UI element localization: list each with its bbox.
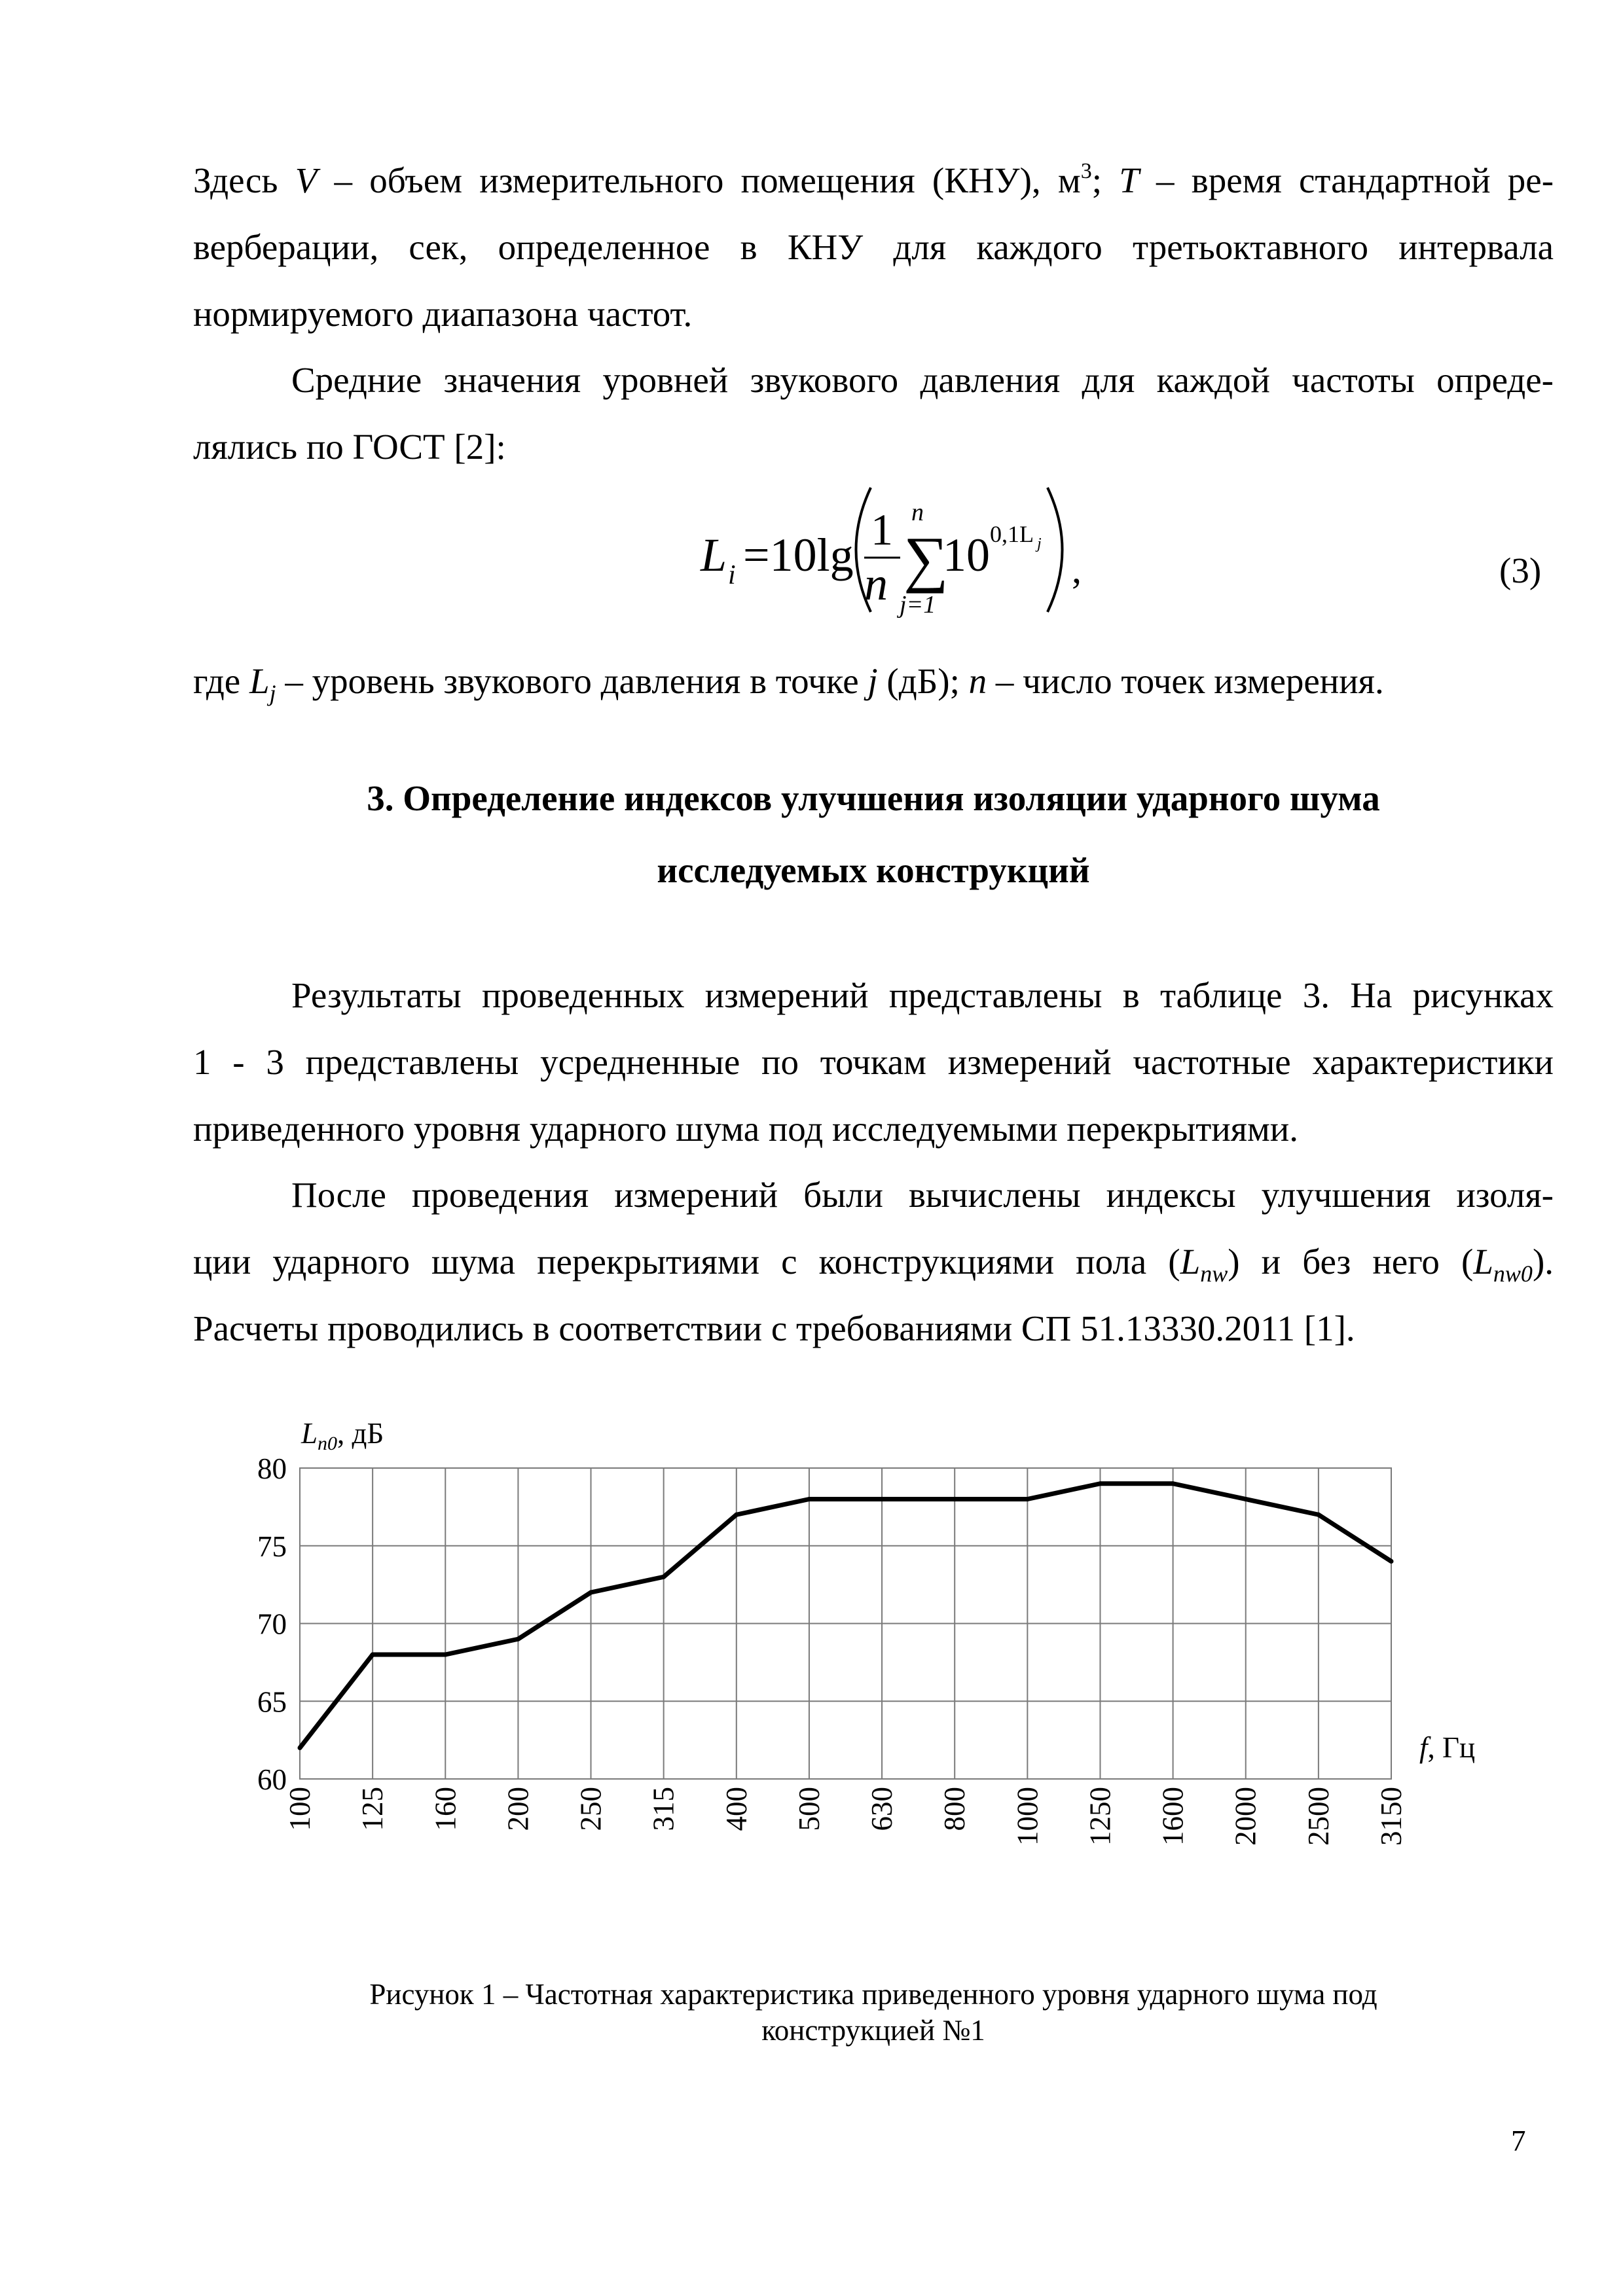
paragraph-1-line-1: Здесь V – объем измерительного помещения (КНУ), $м^3$; T – время стандартной ре-: [193, 159, 1554, 200]
chart-data-point: [1171, 1481, 1175, 1486]
paragraph-2-line-1: Средние значения уровней звукового давления для каждой частоты опреде-: [291, 360, 1554, 400]
chart-data-point: [953, 1497, 957, 1501]
section-heading-line-2: исследуемых конструкций: [657, 850, 1090, 890]
paragraph-5-line-1: После проведения измерений были вычислены индексы улучшения изоля-: [291, 1175, 1554, 1215]
chart-y-ticks: [257, 1452, 287, 1796]
paragraph-1: [193, 147, 1554, 348]
chart-x-ticks: [283, 1787, 1408, 1846]
chart-data-point: [1389, 1559, 1394, 1564]
formula-comma: ,: [1072, 548, 1082, 591]
chart-y-axis-label: $L_{n0}$, дБ: [301, 1417, 384, 1454]
figure-caption-line-2: конструкцией №1: [761, 2014, 985, 2047]
chart-x-tick-label: 500: [792, 1787, 826, 1831]
chart-x-tick-label: 1600: [1156, 1787, 1190, 1846]
formula-sum-sign: ∑: [903, 524, 949, 594]
formula-lhs-subscript: i: [728, 560, 736, 590]
formula-right-paren: [1048, 488, 1063, 612]
chart-data-point: [734, 1513, 739, 1517]
chart-data-point: [1243, 1497, 1248, 1501]
chart-x-tick-label: 160: [429, 1787, 462, 1831]
chart-x-tick-label: 250: [574, 1787, 608, 1831]
chart-x-tick-label: 800: [938, 1787, 972, 1831]
paragraph-3-line-1: где $L_j$ – уровень звукового давления в точке j (дБ); n – число точек измерения.: [193, 661, 1384, 706]
formula-frac-den: n: [864, 558, 888, 610]
chart-grid: [300, 1468, 1391, 1779]
chart-x-tick-label: 315: [647, 1787, 680, 1831]
chart-x-tick-label: 3150: [1375, 1787, 1408, 1846]
paragraph-5-line-2: ции ударного шума перекрытиями с конструкциями пола $(L_{nw})$ и без него $(L_{nw0})$.: [193, 1242, 1554, 1287]
chart-x-tick-label: 125: [356, 1787, 390, 1831]
formula-frac-num: 1: [871, 505, 893, 554]
figure-caption: [193, 1977, 1554, 2049]
chart-data-point: [807, 1497, 811, 1501]
paragraph-4-line-1: Результаты проведенных измерений представлены в таблице 3. На рисунках: [291, 975, 1554, 1015]
chart-data-point: [589, 1590, 593, 1595]
chart-data-point: [1316, 1513, 1321, 1517]
chart-y-tick-label: 80: [257, 1452, 287, 1485]
chart-x-tick-label: 2000: [1229, 1787, 1262, 1846]
paragraph-5-line-3: Расчеты проводились в соответствии с требованиями СП 51.13330.2011 [1].: [193, 1308, 1355, 1348]
paragraph-1-line-2: верберации, сек, определенное в КНУ для каждого третьоктавного интервала: [193, 227, 1554, 267]
chart-series-line: [300, 1484, 1391, 1748]
chart-y-tick-label: 65: [257, 1685, 287, 1719]
paragraph-3: [193, 648, 1554, 715]
chart-data-point: [1025, 1497, 1030, 1501]
chart-x-tick-label: 630: [866, 1787, 899, 1831]
chart-data-point: [1098, 1481, 1103, 1486]
chart-x-tick-label: 100: [283, 1787, 316, 1831]
formula-number: (3): [1499, 550, 1542, 590]
paragraph-5: [193, 1162, 1554, 1362]
formula-exp: 0,1L: [990, 521, 1034, 547]
chart-data-point: [516, 1637, 520, 1641]
formula-sum-bottom: j=1: [900, 591, 936, 619]
chart-data-point: [298, 1746, 302, 1750]
formula-sum-top: n: [911, 499, 924, 526]
section-heading-line-1: 3. Определение индексов улучшения изоляции ударного шума: [367, 778, 1380, 818]
paragraph-4: [193, 962, 1554, 1162]
chart-data-point: [371, 1653, 375, 1657]
chart-x-tick-label: 400: [720, 1787, 753, 1831]
paragraph-2-line-2: лялись по ГОСТ [2]:: [193, 427, 506, 467]
chart-plot-area: [300, 1468, 1391, 1779]
chart-x-tick-label: 1000: [1011, 1787, 1044, 1846]
paragraph-4-line-2: 1 - 3 представлены усредненные по точкам измерений частотные характеристики: [193, 1042, 1554, 1082]
chart-x-tick-label: 1250: [1084, 1787, 1117, 1846]
chart-x-tick-label: 200: [501, 1787, 535, 1831]
paragraph-1-line-3: нормируемого диапазона частот.: [193, 294, 693, 334]
paragraph-4-line-3: приведенного уровня ударного шума под исследуемыми перекрытиями.: [193, 1109, 1298, 1149]
chart-y-tick-label: 60: [257, 1763, 287, 1796]
chart-data-point: [880, 1497, 884, 1501]
formula-left-paren: [856, 488, 871, 612]
formula-eq: =10lg: [743, 529, 854, 581]
chart-series: [298, 1481, 1394, 1750]
chart-x-axis-label: f, Гц: [1419, 1731, 1476, 1764]
chart-x-tick-label: 2500: [1302, 1787, 1335, 1846]
chart-data-point: [443, 1653, 448, 1657]
page-number: 7: [1511, 2125, 1526, 2157]
section-heading: [193, 762, 1554, 906]
chart-y-tick-label: 75: [257, 1530, 287, 1563]
formula-lhs: L: [701, 529, 727, 581]
formula-exp-subscript: j: [1037, 535, 1042, 552]
figure-caption-line-1: Рисунок 1 – Частотная характеристика приведенного уровня ударного шума под: [369, 1978, 1377, 2011]
chart-y-tick-label: 70: [257, 1607, 287, 1641]
chart-data-point: [661, 1575, 666, 1579]
formula-base: 10: [943, 529, 990, 581]
paragraph-2: [193, 347, 1554, 480]
